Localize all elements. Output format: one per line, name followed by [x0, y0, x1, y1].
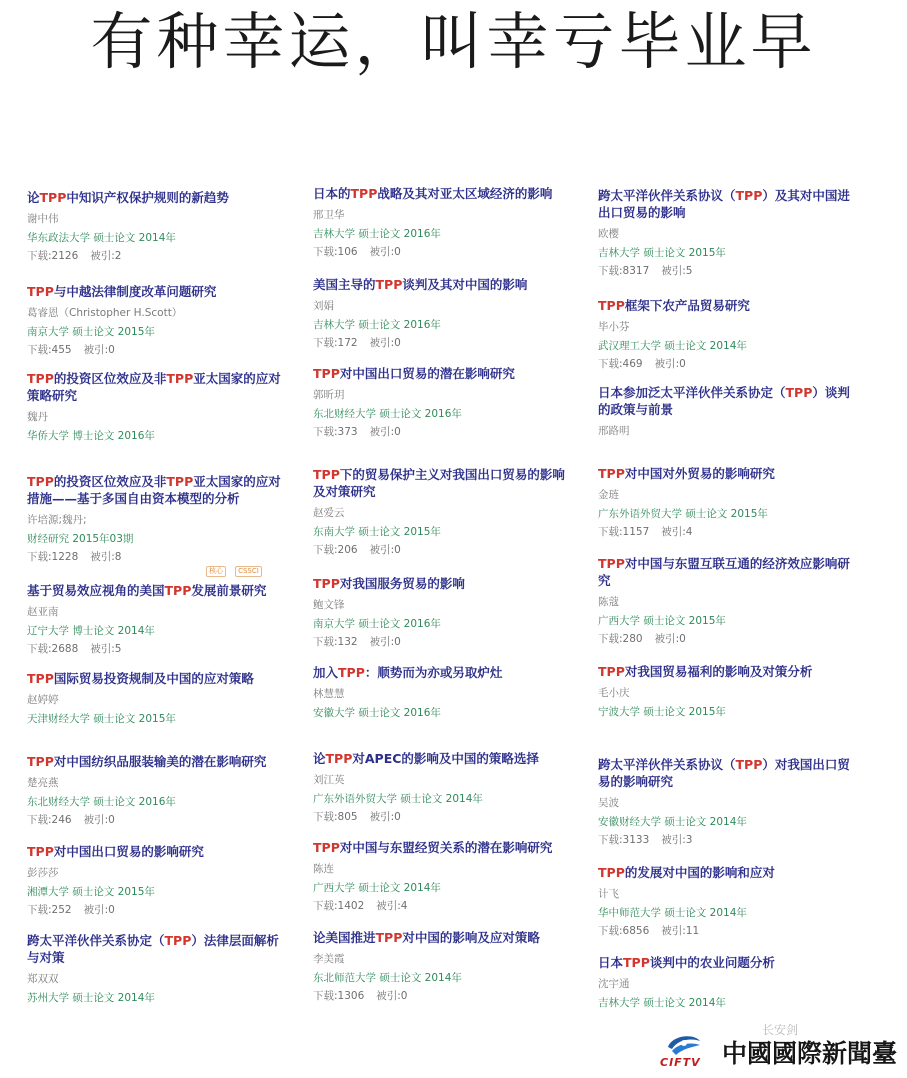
search-result [598, 297, 860, 371]
result-stats [27, 343, 289, 357]
tpp-highlight: TPP [350, 186, 378, 201]
result-source[interactable]: 安徽大学 硕士论文 2016年 [313, 707, 441, 719]
tpp-highlight: TPP [338, 665, 365, 680]
cifty-logo-icon [664, 1029, 704, 1057]
result-stats [313, 336, 575, 350]
citation-count: 被引:3 [661, 834, 693, 846]
search-result [313, 750, 575, 824]
tpp-highlight: TPP [27, 371, 54, 386]
result-title-link[interactable]: TPP对我国贸易福利的影响及对策分析 [598, 664, 813, 679]
citation-count: 被引:0 [369, 811, 401, 823]
result-author[interactable]: 毛小庆 [598, 687, 630, 699]
download-count: 下载:455 [27, 344, 72, 356]
result-title-link[interactable]: 论TPP中知识产权保护规则的新趋势 [27, 190, 229, 205]
search-result [598, 465, 860, 539]
tpp-highlight: TPP [598, 466, 625, 481]
search-result [598, 954, 860, 1010]
headline: 有种幸运，叫幸亏毕业早 [90, 5, 817, 78]
result-stats [313, 245, 575, 259]
footer-name: 中國國際新聞臺 [722, 1039, 898, 1068]
result-stats [27, 903, 289, 917]
result-author[interactable]: 林慧慧 [313, 688, 345, 700]
result-title-link[interactable]: 跨太平洋伙伴关系协议（TPP）对我国出口贸易的影响研究 [598, 757, 850, 789]
result-title-link[interactable]: TPP对中国出口贸易的潜在影响研究 [313, 366, 515, 381]
result-title-link[interactable]: TPP对中国与东盟经贸关系的潜在影响研究 [313, 840, 553, 855]
citation-count: 被引:0 [369, 337, 401, 349]
result-title-link[interactable]: TPP国际贸易投资规制及中国的应对策略 [27, 671, 254, 686]
core-tag: 核心 [206, 566, 226, 577]
search-result [313, 185, 575, 259]
result-author[interactable]: 郭昕玥 [313, 389, 345, 401]
result-source[interactable]: 东南大学 硕士论文 2015年 [313, 526, 441, 538]
search-result [313, 276, 575, 350]
result-source[interactable]: 武汉理工大学 硕士论文 2014年 [598, 340, 747, 352]
result-author[interactable]: 魏丹 [27, 411, 48, 423]
result-author[interactable]: 赵爱云 [313, 507, 345, 519]
result-title-link[interactable]: TPP对我国服务贸易的影响 [313, 576, 465, 591]
tpp-highlight: TPP [27, 671, 54, 686]
result-title-link[interactable]: TPP对中国出口贸易的影响研究 [27, 844, 204, 859]
tpp-highlight: TPP [27, 284, 54, 299]
result-author[interactable]: 郑双双 [27, 973, 59, 985]
search-result [313, 839, 575, 913]
download-count: 下载:1306 [313, 990, 365, 1002]
result-stats [313, 635, 575, 649]
tpp-highlight: TPP [313, 366, 340, 381]
search-result [598, 555, 860, 646]
watermark: 长安剑 [762, 1023, 799, 1037]
result-title-link[interactable]: 基于贸易效应视角的美国TPP发展前景研究 [27, 583, 267, 598]
search-result [27, 670, 289, 726]
result-source[interactable]: 华东政法大学 硕士论文 2014年 [27, 232, 176, 244]
result-author[interactable]: 刘娟 [313, 300, 334, 312]
result-author[interactable]: 鲍文锋 [313, 599, 345, 611]
tpp-highlight: TPP [785, 385, 813, 400]
download-count: 下载:3133 [598, 834, 650, 846]
result-author[interactable]: 陈连 [313, 863, 334, 875]
result-source[interactable]: 华侨大学 博士论文 2016年 [27, 430, 155, 442]
citation-count: 被引:5 [661, 265, 693, 277]
citation-count: 被引:2 [90, 250, 122, 262]
result-author[interactable]: 邢路明 [598, 425, 630, 437]
tpp-highlight: TPP [27, 474, 54, 489]
tpp-highlight: TPP [164, 933, 192, 948]
download-count: 下载:206 [313, 544, 358, 556]
tpp-highlight: TPP [313, 576, 340, 591]
download-count: 下载:1157 [598, 526, 650, 538]
download-count: 下载:172 [313, 337, 358, 349]
tpp-highlight: TPP [27, 844, 54, 859]
result-title-link[interactable]: 美国主导的TPP谈判及其对中国的影响 [313, 277, 528, 292]
result-author[interactable]: 谢中伟 [27, 213, 59, 225]
result-author[interactable]: 计飞 [598, 888, 619, 900]
result-author[interactable]: 金琏 [598, 489, 619, 501]
footer-abbr: CIFTV [660, 1056, 701, 1069]
result-author[interactable]: 李美霞 [313, 953, 345, 965]
result-source[interactable]: 吉林大学 硕士论文 2016年 [313, 228, 441, 240]
result-author[interactable]: 刘江英 [313, 774, 345, 786]
result-title-link[interactable]: TPP的投资区位效应及非TPP亚太国家的应对策略研究 [27, 371, 281, 403]
tpp-highlight: TPP [313, 467, 340, 482]
result-title-link[interactable]: 日本的TPP战略及其对亚太区域经济的影响 [313, 186, 553, 201]
citation-count: 被引:0 [83, 904, 115, 916]
result-author[interactable]: 楚亮燕 [27, 777, 59, 789]
result-source[interactable]: 安徽财经大学 硕士论文 2014年 [598, 816, 747, 828]
result-source[interactable]: 天津财经大学 硕士论文 2015年 [27, 713, 176, 725]
result-source[interactable]: 财经研究 2015年03期 [27, 533, 134, 545]
result-title-link[interactable]: TPP对中国对外贸易的影响研究 [598, 466, 775, 481]
result-author[interactable]: 沈宇通 [598, 978, 630, 990]
result-author[interactable]: 葛睿恩（Christopher H.Scott） [27, 307, 183, 319]
tpp-highlight: TPP [623, 955, 650, 970]
tpp-highlight: TPP [735, 188, 763, 203]
result-source[interactable]: 华中师范大学 硕士论文 2014年 [598, 907, 747, 919]
result-stats [598, 525, 860, 539]
result-stats [313, 989, 575, 1003]
result-author[interactable]: 邢卫华 [313, 209, 345, 221]
result-source[interactable]: 南京大学 硕士论文 2016年 [313, 618, 441, 630]
result-source[interactable]: 吉林大学 硕士论文 2014年 [598, 997, 726, 1009]
search-result [27, 473, 289, 564]
result-title-link[interactable]: 跨太平洋伙伴关系协定（TPP）法律层面解析与对策 [27, 933, 279, 965]
result-title-link[interactable]: TPP的投资区位效应及非TPP亚太国家的应对措施——基于多国自由资本模型的分析 [27, 474, 281, 506]
result-source[interactable]: 东北财经大学 硕士论文 2016年 [27, 796, 176, 808]
result-source[interactable]: 南京大学 硕士论文 2015年 [27, 326, 155, 338]
search-result [598, 187, 860, 278]
result-title-link[interactable]: 论TPP对APEC的影响及中国的策略选择 [313, 751, 539, 766]
cssci-tag: CSSCI [235, 566, 262, 577]
result-source[interactable]: 湘潭大学 硕士论文 2015年 [27, 886, 155, 898]
result-title-link[interactable]: 论美国推进TPP对中国的影响及应对策略 [313, 930, 540, 945]
tpp-highlight: TPP [166, 371, 194, 386]
result-author[interactable]: 欧樱 [598, 228, 619, 240]
result-source[interactable]: 吉林大学 硕士论文 2015年 [598, 247, 726, 259]
download-count: 下载:1402 [313, 900, 365, 912]
result-stats [598, 833, 860, 847]
result-stats [313, 899, 575, 913]
result-title-link[interactable]: TPP对中国与东盟互联互通的经济效应影响研究 [598, 556, 850, 588]
result-title-link[interactable]: TPP与中越法律制度改革问题研究 [27, 284, 217, 299]
citation-count: 被引:11 [661, 925, 700, 937]
search-result [27, 753, 289, 827]
citation-count: 被引:0 [654, 633, 686, 645]
result-title-link[interactable]: 加入TPP：顺势而为亦或另取炉灶 [313, 665, 503, 680]
result-title-link[interactable]: TPP对中国纺织品服装输美的潜在影响研究 [27, 754, 267, 769]
download-count: 下载:132 [313, 636, 358, 648]
result-source[interactable]: 东北财经大学 硕士论文 2016年 [313, 408, 462, 420]
result-source[interactable]: 吉林大学 硕士论文 2016年 [313, 319, 441, 331]
tpp-highlight: TPP [598, 298, 625, 313]
download-count: 下载:373 [313, 426, 358, 438]
result-author[interactable]: 毕小芬 [598, 321, 630, 333]
tpp-highlight: TPP [375, 930, 403, 945]
search-result [598, 384, 860, 438]
result-stats [313, 425, 575, 439]
result-source[interactable]: 广西大学 硕士论文 2015年 [598, 615, 726, 627]
result-author[interactable]: 许培源;魏丹; [27, 514, 87, 526]
tpp-highlight: TPP [598, 865, 625, 880]
result-stats [27, 642, 289, 656]
result-stats [27, 813, 289, 827]
search-result [27, 582, 289, 656]
search-result [27, 283, 289, 357]
result-source[interactable]: 广西大学 硕士论文 2014年 [313, 882, 441, 894]
download-count: 下载:246 [27, 814, 72, 826]
journal-tags [206, 558, 266, 577]
search-result [313, 466, 575, 557]
result-stats [313, 543, 575, 557]
tpp-highlight: TPP [598, 556, 625, 571]
search-result [598, 756, 860, 847]
search-result [27, 932, 289, 1005]
search-result [598, 663, 860, 719]
result-title-link[interactable]: TPP框架下农产品贸易研究 [598, 298, 750, 313]
tpp-highlight: TPP [166, 474, 194, 489]
result-stats [598, 632, 860, 646]
result-source[interactable]: 辽宁大学 博士论文 2014年 [27, 625, 155, 637]
citation-count: 被引:8 [90, 551, 122, 563]
citation-count: 被引:0 [654, 358, 686, 370]
citation-count: 被引:0 [369, 246, 401, 258]
download-count: 下载:280 [598, 633, 643, 645]
result-author[interactable]: 赵婷婷 [27, 694, 59, 706]
search-result [27, 189, 289, 263]
result-stats [27, 249, 289, 263]
search-result [27, 370, 289, 443]
download-count: 下载:106 [313, 246, 358, 258]
citation-count: 被引:0 [376, 990, 408, 1002]
search-result [313, 929, 575, 1003]
citation-count: 被引:4 [661, 526, 693, 538]
result-author[interactable]: 赵亚南 [27, 606, 59, 618]
result-source[interactable]: 宁波大学 硕士论文 2015年 [598, 706, 726, 718]
download-count: 下载:8317 [598, 265, 650, 277]
result-stats [313, 810, 575, 824]
result-source[interactable]: 东北师范大学 硕士论文 2014年 [313, 972, 462, 984]
result-author[interactable]: 吴波 [598, 797, 619, 809]
tpp-highlight: TPP [27, 754, 54, 769]
result-source[interactable]: 广东外语外贸大学 硕士论文 2014年 [313, 793, 483, 805]
result-source[interactable]: 苏州大学 硕士论文 2014年 [27, 992, 155, 1004]
tpp-highlight: TPP [313, 840, 340, 855]
download-count: 下载:1228 [27, 551, 79, 563]
result-source[interactable]: 广东外语外贸大学 硕士论文 2015年 [598, 508, 768, 520]
citation-count: 被引:0 [83, 814, 115, 826]
result-title-link[interactable]: 跨太平洋伙伴关系协议（TPP）及其对中国进出口贸易的影响 [598, 188, 850, 220]
result-stats [598, 924, 860, 938]
result-stats [598, 357, 860, 371]
download-count: 下载:6856 [598, 925, 650, 937]
search-result [598, 864, 860, 938]
citation-count: 被引:0 [369, 544, 401, 556]
tpp-highlight: TPP [164, 583, 192, 598]
result-author[interactable]: 陈蔻 [598, 596, 619, 608]
download-count: 下载:469 [598, 358, 643, 370]
result-author[interactable]: 彭莎莎 [27, 867, 59, 879]
download-count: 下载:2126 [27, 250, 79, 262]
tpp-highlight: TPP [325, 751, 353, 766]
search-result [313, 365, 575, 439]
search-result [313, 664, 575, 720]
citation-count: 被引:0 [369, 636, 401, 648]
result-title-link[interactable]: 日本TPP谈判中的农业问题分析 [598, 955, 775, 970]
result-title-link[interactable]: 日本参加泛太平洋伙伴关系协定（TPP）谈判的政策与前景 [598, 385, 850, 417]
citation-count: 被引:0 [369, 426, 401, 438]
download-count: 下载:2688 [27, 643, 79, 655]
tpp-highlight: TPP [375, 277, 403, 292]
tpp-highlight: TPP [735, 757, 763, 772]
tpp-highlight: TPP [39, 190, 67, 205]
download-count: 下载:805 [313, 811, 358, 823]
tpp-highlight: TPP [598, 664, 625, 679]
citation-count: 被引:0 [83, 344, 115, 356]
result-title-link[interactable]: TPP的发展对中国的影响和应对 [598, 865, 775, 880]
result-stats [598, 264, 860, 278]
search-result [27, 843, 289, 917]
result-title-link[interactable]: TPP下的贸易保护主义对我国出口贸易的影响及对策研究 [313, 467, 565, 499]
citation-count: 被引:4 [376, 900, 408, 912]
citation-count: 被引:5 [90, 643, 122, 655]
search-result [313, 575, 575, 649]
download-count: 下载:252 [27, 904, 72, 916]
